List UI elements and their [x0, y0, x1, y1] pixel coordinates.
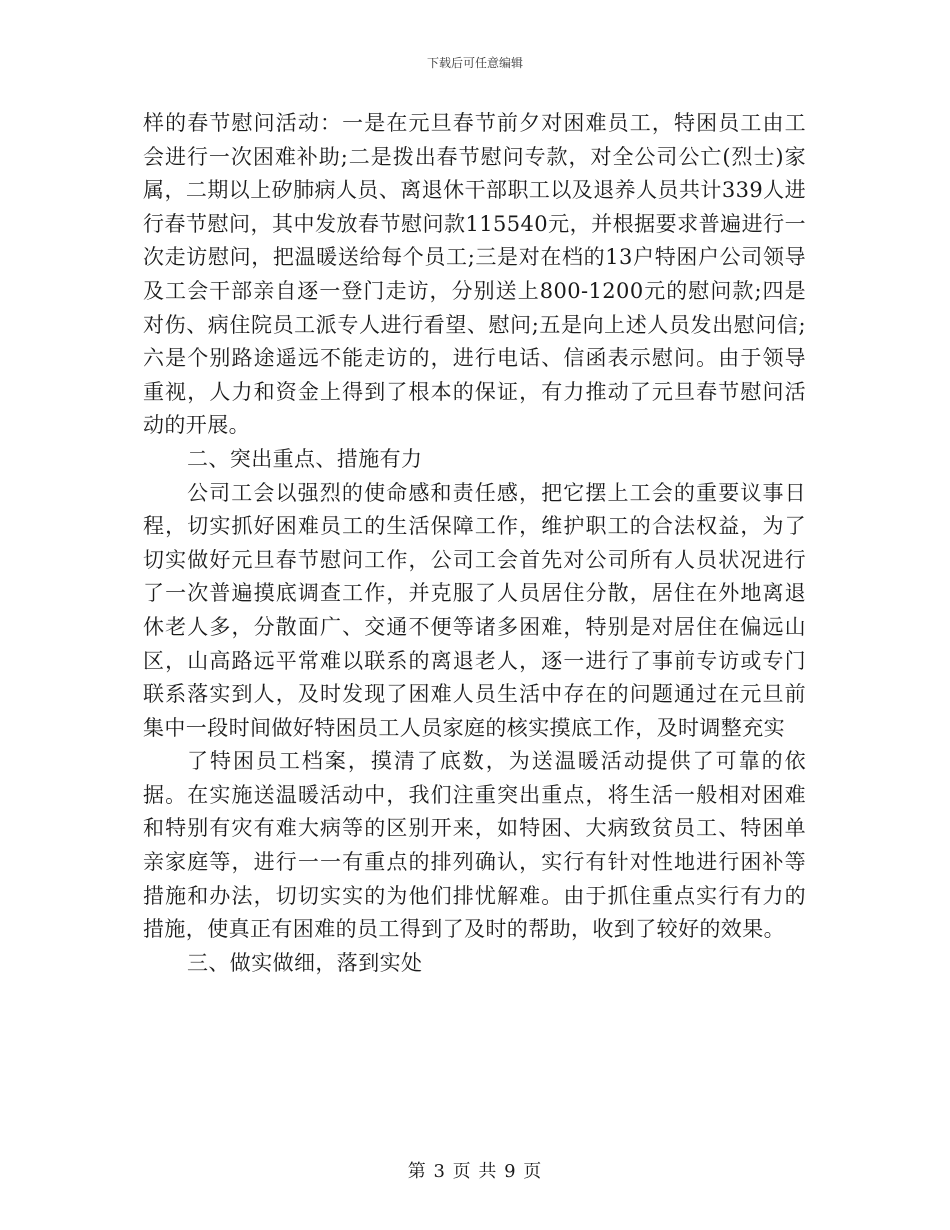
- header-note: 下载后可任意编辑: [426, 56, 523, 70]
- paragraph-continuation: 样的春节慰问活动：一是在元旦春节前夕对困难员工，特困员工由工会进行一次困难补助;二是拨出春节慰问专款，对全公司公亡(烈士)家属，二期以上矽肺病人员、离退休干部职工以及退养人员共计339人进行春节慰问，其中发放春节慰问款115540元，并根据要求普遍进行一次走访慰问，把温暖送给每个员工;三是对在档的13户特困户公司领导及工会干部亲自逐一登门走访，分别送上800-1200元的慰问款;四是对伤、病住院员工派专人进行看望、慰问;五是向上述人员发出慰问信;六是个别路途遥远不能走访的，进行电话、信函表示慰问。由于领导重视，人力和资金上得到了根本的保证，有力推动了元旦春节慰问活动的开展。: [143, 111, 806, 438]
- paragraph-body: 了特困员工档案，摸清了底数，为送温暖活动提供了可靠的依据。在实施送温暖活动中，我们注重突出重点，将生活一般相对困难和特别有灾有难大病等的区别开来，如特困、大病致贫员工、特困单亲家庭等，进行一一有重点的排列确认，实行有针对性地进行困补等措施和办法，切切实实的为他们排忧解难。由于抓住重点实行有力的措施，使真正有困难的员工得到了及时的帮助，收到了较好的效果。: [143, 749, 806, 942]
- section-heading-3: 三、做实做细，落到实处: [187, 950, 423, 975]
- paragraph-body: 公司工会以强烈的使命感和责任感，把它摆上工会的重要议事日程，切实抓好困难员工的生活保障工作，维护职工的合法权益，为了切实做好元旦春节慰问工作，公司工会首先对公司所有人员状况进行了一次普遍摸底调查工作，并克服了人员居住分散，居住在外地离退休老人多，分散面广、交通不便等诸多困难，特别是对居住在偏远山区，山高路远平常难以联系的离退老人，逐一进行了事前专访或专门联系落实到人，及时发现了困难人员生活中存在的问题通过在元旦前集中一段时间做好特困员工人员家庭的核实摸底工作，及时调整充实: [143, 480, 806, 740]
- page-number: 第 3 页 共 9 页: [407, 1161, 543, 1182]
- section-heading-2: 二、突出重点、措施有力: [187, 446, 423, 471]
- document-body: [143, 107, 806, 980]
